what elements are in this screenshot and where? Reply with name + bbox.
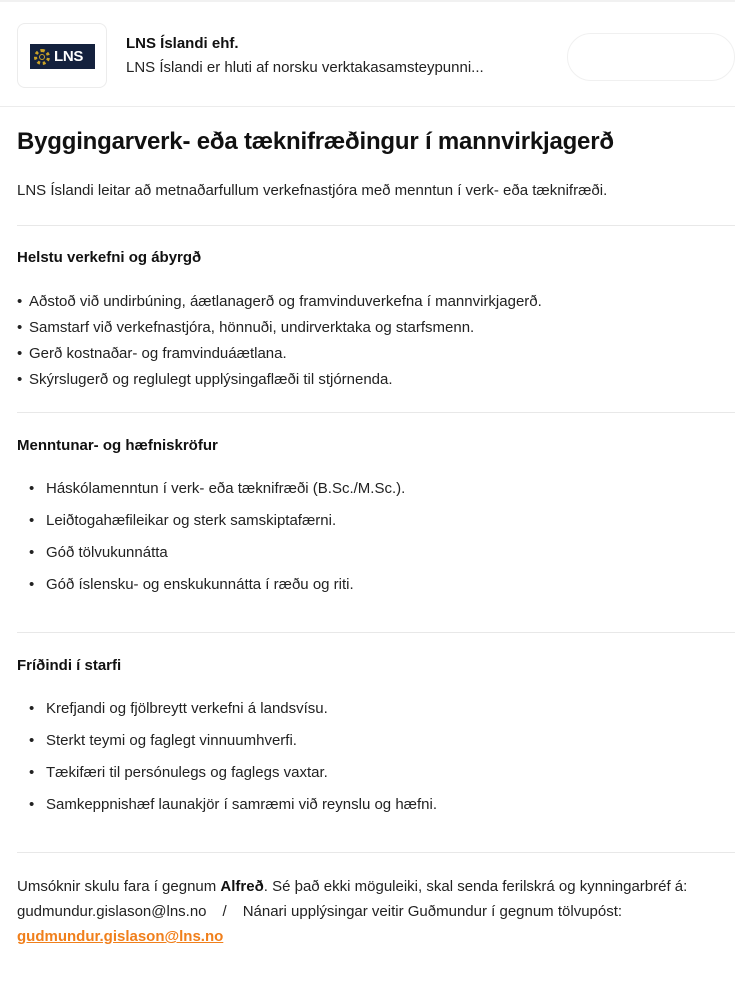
bullet-icon: •: [29, 576, 35, 593]
list-item: • Tækifæri til persónulegs og faglegs vaxtar.: [29, 757, 437, 789]
list-item: • Aðstoð við undirbúning, áætlanagerð og framvinduverkefna í mannvirkjagerð.: [17, 289, 542, 315]
divider: [17, 412, 735, 413]
section-heading-responsibilities: Helstu verkefni og ábyrgð: [17, 249, 202, 266]
bullet-icon: •: [29, 512, 35, 529]
list-item: • Samstarf við verkefnastjóra, hönnuði, undirverktaka og starfsmenn.: [17, 315, 542, 341]
list-item: • Háskólamenntun í verk- eða tæknifræði (B.Sc./M.Sc.).: [29, 473, 405, 505]
responsibilities-list: [17, 289, 542, 393]
company-header: [0, 2, 735, 107]
requirements-list: [29, 473, 405, 601]
divider: [17, 632, 735, 633]
divider: [17, 852, 735, 853]
company-name[interactable]: LNS Íslandi ehf.: [126, 35, 239, 52]
list-item: • Krefjandi og fjölbreytt verkefni á landsvísu.: [29, 693, 437, 725]
company-logo-box[interactable]: [17, 23, 107, 88]
job-intro: LNS Íslandi leitar að metnaðarfullum verkefnastjóra með menntun í verk- eða tæknifræði.: [17, 182, 608, 199]
application-instructions: Umsóknir skulu fara í gegnum Alfreð. Sé það ekki möguleiki, skal senda ferilskrá og kynningarbréf á: gudmundur.gislason@lns.no / Nánari upplýsingar veitir Guðmundur í gegnum tölvupóst: gudmundur.gislason@lns.no: [17, 878, 688, 945]
list-item: • Góð íslensku- og enskukunnátta í ræðu og riti.: [29, 569, 405, 601]
gear-icon: [34, 49, 50, 65]
divider: [17, 225, 735, 226]
alfred-name: Alfreð: [220, 878, 264, 895]
bullet-icon: •: [29, 796, 35, 813]
company-description: LNS Íslandi er hluti af norsku verktakasamsteypunni...: [126, 59, 484, 76]
job-title: Byggingarverk- eða tæknifræðingur í mannvirkjagerð: [17, 128, 614, 155]
separator: /: [222, 903, 227, 920]
bullet-icon: •: [29, 480, 35, 497]
bullet-icon: •: [17, 293, 23, 310]
list-item: • Gerð kostnaðar- og framvinduáætlana.: [17, 341, 542, 367]
company-logo: [30, 44, 95, 69]
header-action-button[interactable]: [567, 33, 735, 81]
list-item: • Góð tölvukunnátta: [29, 537, 405, 569]
bullet-icon: •: [17, 345, 23, 362]
bullet-icon: •: [29, 700, 35, 717]
contact-email-plain: gudmundur.gislason@lns.no: [17, 903, 207, 920]
logo-text: LNS: [54, 48, 84, 65]
section-heading-benefits: Fríðindi í starfi: [17, 657, 122, 674]
contact-info-text: Nánari upplýsingar veitir Guðmundur í gegnum tölvupóst:: [242, 903, 623, 920]
list-item: • Skýrslugerð og reglulegt upplýsingaflæði til stjórnenda.: [17, 367, 542, 393]
bullet-icon: •: [29, 544, 35, 561]
benefits-list: [29, 693, 437, 821]
bullet-icon: •: [17, 371, 23, 388]
bullet-icon: •: [29, 732, 35, 749]
list-item: • Samkeppnishæf launakjör í samræmi við reynslu og hæfni.: [29, 789, 437, 821]
list-item: • Leiðtogahæfileikar og sterk samskiptafærni.: [29, 505, 405, 537]
bullet-icon: •: [17, 319, 23, 336]
section-heading-requirements: Menntunar- og hæfniskröfur: [17, 437, 218, 454]
bullet-icon: •: [29, 764, 35, 781]
list-item: • Sterkt teymi og faglegt vinnuumhverfi.: [29, 725, 437, 757]
contact-email-link[interactable]: gudmundur.gislason@lns.no: [17, 928, 224, 945]
